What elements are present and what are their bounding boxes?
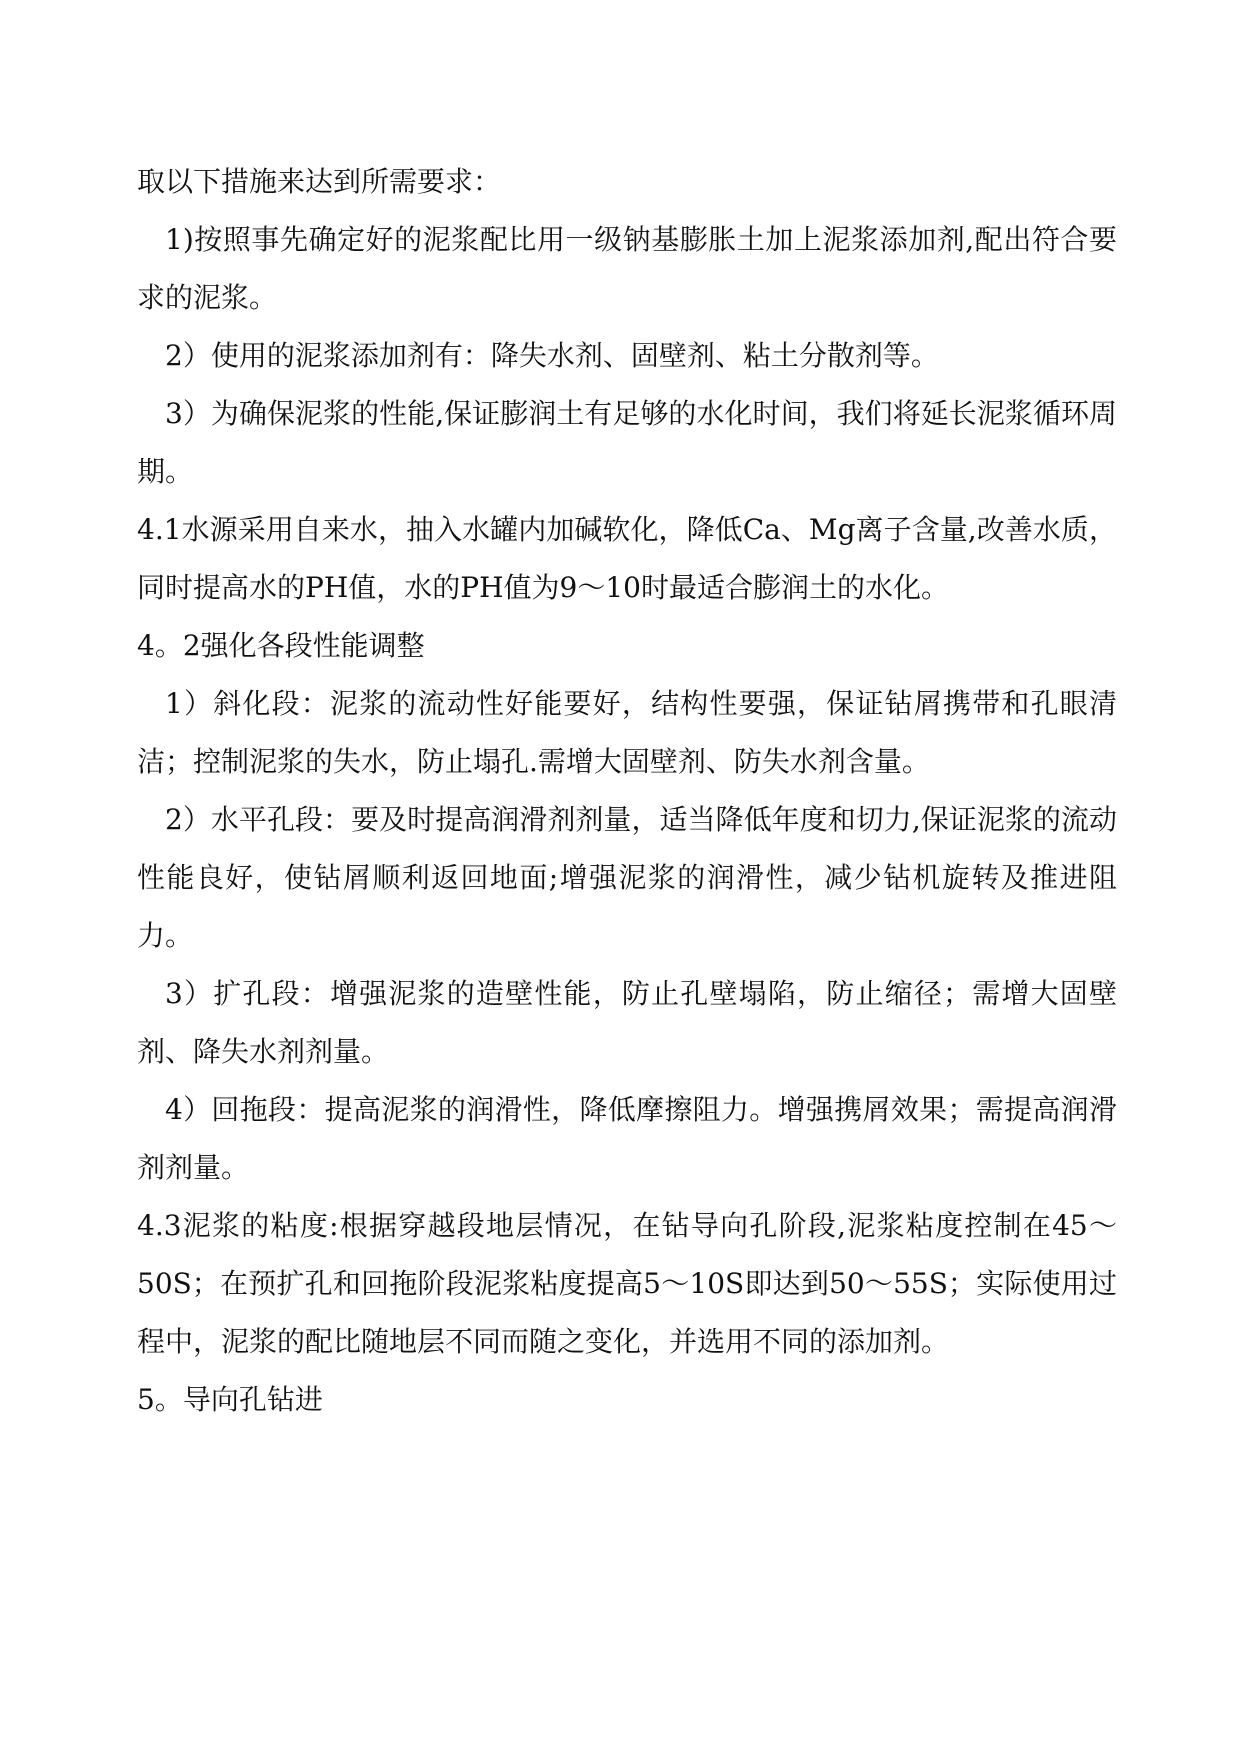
paragraph-item-2: 2）使用的泥浆添加剂有：降失水剂、固壁剂、粘土分散剂等。 <box>165 339 939 372</box>
heading-section-4-2: 4。2强化各段性能调整 <box>137 629 425 662</box>
paragraph-slant-section: 1）斜化段：泥浆的流动性好能要好，结构性要强，保证钻屑携带和孔眼清洁；控制泥浆的失水，防止塌孔.需增大固壁剂、防失水剂含量。 <box>137 687 1117 778</box>
document-body <box>137 153 1117 1429</box>
paragraph-reaming-section: 3）扩孔段：增强泥浆的造壁性能，防止孔壁塌陷，防止缩径；需增大固壁剂、降失水剂剂量。 <box>137 977 1117 1068</box>
paragraph-item-3: 3）为确保泥浆的性能,保证膨润土有足够的水化时间，我们将延长泥浆循环周期。 <box>137 397 1117 488</box>
paragraph-section-4-1: 4.1水源采用自来水，抽入水罐内加碱软化，降低Ca、Mg离子含量,改善水质，同时提高水的PH值，水的PH值为9～10时最适合膨润土的水化。 <box>137 513 1117 604</box>
paragraph-item-1: 1)按照事先确定好的泥浆配比用一级钠基膨胀土加上泥浆添加剂,配出符合要求的泥浆。 <box>137 223 1117 314</box>
paragraph-section-4-3: 4.3泥浆的粘度:根据穿越段地层情况，在钻导向孔阶段,泥浆粘度控制在45～50S；在预扩孔和回拖阶段泥浆粘度提高5～10S即达到50～55S；实际使用过程中，泥浆的配比随地层不同而随之变化，并选用不同的添加剂。 <box>137 1209 1117 1358</box>
paragraph-horizontal-section: 2）水平孔段：要及时提高润滑剂剂量，适当降低年度和切力,保证泥浆的流动性能良好，使钻屑顺利返回地面;增强泥浆的润滑性，减少钻机旋转及推进阻力。 <box>137 803 1117 952</box>
heading-section-5: 5。导向孔钻进 <box>137 1383 323 1416</box>
paragraph-intro: 取以下措施来达到所需要求： <box>137 165 502 198</box>
paragraph-pullback-section: 4）回拖段：提高泥浆的润滑性，降低摩擦阻力。增强携屑效果；需提高润滑剂剂量。 <box>137 1093 1117 1184</box>
